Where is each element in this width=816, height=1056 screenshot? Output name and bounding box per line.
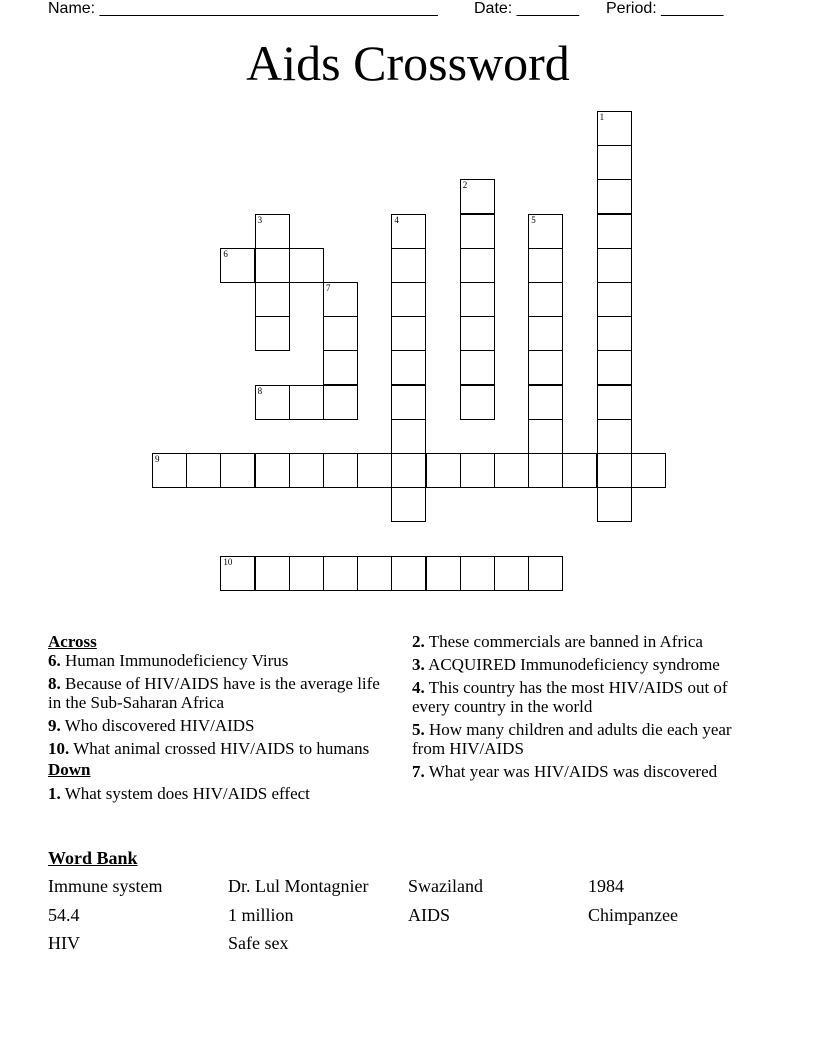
clue-across-9 — [48, 716, 393, 735]
date-field-label: Date: _______ — [474, 0, 579, 17]
crossword-cell[interactable] — [460, 282, 495, 317]
crossword-cell[interactable] — [597, 179, 632, 214]
crossword-cell[interactable] — [255, 214, 290, 249]
clue-down-5 — [412, 720, 742, 758]
crossword-cell[interactable] — [255, 556, 290, 591]
crossword-cell[interactable] — [323, 385, 358, 420]
clue-number: 6. — [48, 651, 61, 670]
crossword-cell[interactable] — [323, 556, 358, 591]
crossword-cell[interactable] — [220, 556, 255, 591]
clue-down-7 — [412, 762, 742, 781]
crossword-cell[interactable] — [255, 453, 290, 488]
clue-number: 1. — [48, 784, 61, 803]
word-bank-heading: Word Bank — [48, 848, 138, 868]
clue-across-10 — [48, 739, 393, 758]
crossword-cell[interactable] — [152, 453, 187, 488]
crossword-cell[interactable] — [494, 556, 529, 591]
crossword-cell[interactable] — [391, 316, 426, 351]
clue-number: 9. — [48, 716, 61, 735]
cell-number: 9 — [155, 454, 160, 464]
crossword-cell[interactable] — [323, 316, 358, 351]
crossword-cell[interactable] — [391, 487, 426, 522]
crossword-cell[interactable] — [460, 453, 495, 488]
clue-number: 3. — [412, 655, 425, 674]
word-bank-item: Dr. Lul Montagnier — [228, 876, 369, 896]
crossword-cell[interactable] — [460, 316, 495, 351]
crossword-cell[interactable] — [255, 282, 290, 317]
crossword-cell[interactable] — [460, 556, 495, 591]
clue-number: 8. — [48, 674, 61, 693]
word-bank-item: 54.4 — [48, 905, 80, 925]
clue-text: These commercials are banned in Africa — [428, 632, 703, 651]
clue-number: 5. — [412, 720, 425, 739]
cell-number: 8 — [257, 385, 263, 396]
clue-across-8 — [48, 674, 393, 712]
crossword-cell[interactable] — [186, 453, 221, 488]
crossword-cell[interactable] — [289, 556, 324, 591]
crossword-cell[interactable] — [391, 453, 426, 488]
crossword-cell[interactable] — [597, 350, 632, 385]
word-bank-item: 1984 — [588, 876, 624, 896]
crossword-cell[interactable] — [460, 248, 495, 283]
clue-text: What system does HIV/AIDS effect — [64, 784, 310, 803]
word-bank-item: Swaziland — [408, 876, 483, 896]
period-field-label: Period: _______ — [606, 0, 724, 17]
crossword-cell[interactable] — [391, 248, 426, 283]
clue-text: ACQUIRED Immunodeficiency syndrome — [428, 655, 720, 674]
clue-number: 4. — [412, 678, 425, 697]
crossword-cell[interactable] — [597, 316, 632, 351]
word-bank-item: HIV — [48, 933, 80, 953]
word-bank-item: Chimpanzee — [588, 905, 678, 925]
down-heading: Down — [48, 760, 91, 779]
word-bank-item: Safe sex — [228, 933, 289, 953]
crossword-cell[interactable] — [391, 214, 426, 249]
crossword-cell[interactable] — [597, 145, 632, 180]
clue-across-6 — [48, 651, 393, 670]
crossword-cell[interactable] — [528, 282, 563, 317]
clue-down-1 — [48, 784, 393, 803]
clues-left-column — [48, 632, 393, 807]
crossword-cell[interactable] — [597, 282, 632, 317]
crossword-cell[interactable] — [289, 453, 324, 488]
crossword-cell[interactable] — [528, 385, 563, 420]
crossword-cell[interactable] — [426, 556, 461, 591]
clue-text: This country has the most HIV/AIDS out of every country in the world — [412, 678, 728, 716]
crossword-cell[interactable] — [597, 487, 632, 522]
crossword-cell[interactable] — [597, 214, 632, 249]
crossword-cell[interactable] — [255, 385, 290, 420]
clue-text: What year was HIV/AIDS was discovered — [428, 762, 718, 781]
crossword-cell[interactable] — [460, 350, 495, 385]
crossword-cell[interactable] — [391, 282, 426, 317]
cell-number: 6 — [223, 248, 228, 259]
crossword-cell[interactable] — [597, 111, 632, 146]
clue-number: 7. — [412, 762, 425, 781]
crossword-cell[interactable] — [562, 453, 597, 488]
crossword-cell[interactable] — [460, 385, 495, 420]
cell-number: 10 — [223, 556, 233, 567]
crossword-cell[interactable] — [220, 453, 255, 488]
clues-right-column — [412, 632, 742, 785]
crossword-cell[interactable] — [391, 350, 426, 385]
cell-number: 4 — [394, 214, 399, 225]
crossword-cell[interactable] — [528, 419, 563, 454]
word-bank-item: 1 million — [228, 905, 294, 925]
cell-number: 2 — [462, 180, 468, 191]
crossword-cell[interactable] — [255, 248, 290, 283]
crossword-cell[interactable] — [426, 453, 461, 488]
word-bank-item: AIDS — [408, 905, 451, 925]
word-bank-item: Immune system — [48, 876, 163, 896]
cell-number: 5 — [531, 214, 536, 225]
crossword-cell[interactable] — [220, 248, 255, 283]
crossword-cell[interactable] — [528, 214, 563, 249]
clue-text: Who discovered HIV/AIDS — [64, 716, 255, 735]
page-title: Aids Crossword — [246, 35, 570, 91]
crossword-cell[interactable] — [460, 214, 495, 249]
crossword-cell[interactable] — [323, 350, 358, 385]
crossword-cell[interactable] — [631, 453, 666, 488]
name-field-label: Name: ______________________________________ — [48, 0, 438, 17]
crossword-cell[interactable] — [528, 350, 563, 385]
clue-down-3 — [412, 655, 742, 674]
crossword-cell[interactable] — [494, 453, 529, 488]
cell-number: 1 — [599, 112, 605, 122]
crossword-cell[interactable] — [357, 453, 392, 488]
clue-number: 2. — [412, 632, 425, 651]
clue-down-2 — [412, 632, 742, 651]
crossword-cell[interactable] — [391, 385, 426, 420]
cell-number: 7 — [326, 283, 331, 293]
crossword-cell[interactable] — [528, 248, 563, 283]
clue-text: What animal crossed HIV/AIDS to humans — [73, 739, 370, 758]
crossword-cell[interactable] — [460, 179, 495, 214]
clue-text: How many children and adults die each year from HIV/AIDS — [412, 720, 732, 758]
crossword-cell[interactable] — [597, 248, 632, 283]
crossword-cell[interactable] — [528, 453, 563, 488]
crossword-cell[interactable] — [357, 556, 392, 591]
crossword-cell[interactable] — [597, 385, 632, 420]
crossword-cell[interactable] — [597, 419, 632, 454]
crossword-cell[interactable] — [289, 385, 324, 420]
crossword-cell[interactable] — [597, 453, 632, 488]
crossword-cell[interactable] — [391, 556, 426, 591]
clue-text: Human Immunodeficiency Virus — [65, 651, 289, 670]
crossword-cell[interactable] — [528, 556, 563, 591]
clue-text: Because of HIV/AIDS have is the average life in the Sub-Saharan Africa — [48, 674, 380, 712]
cell-number: 3 — [257, 214, 263, 225]
crossword-cell[interactable] — [391, 419, 426, 454]
crossword-cell[interactable] — [323, 453, 358, 488]
crossword-cell[interactable] — [323, 282, 358, 317]
across-heading: Across — [48, 632, 97, 651]
clue-down-4 — [412, 678, 742, 716]
crossword-cell[interactable] — [289, 248, 324, 283]
crossword-cell[interactable] — [255, 316, 290, 351]
clue-number: 10. — [48, 739, 70, 758]
crossword-cell[interactable] — [528, 316, 563, 351]
